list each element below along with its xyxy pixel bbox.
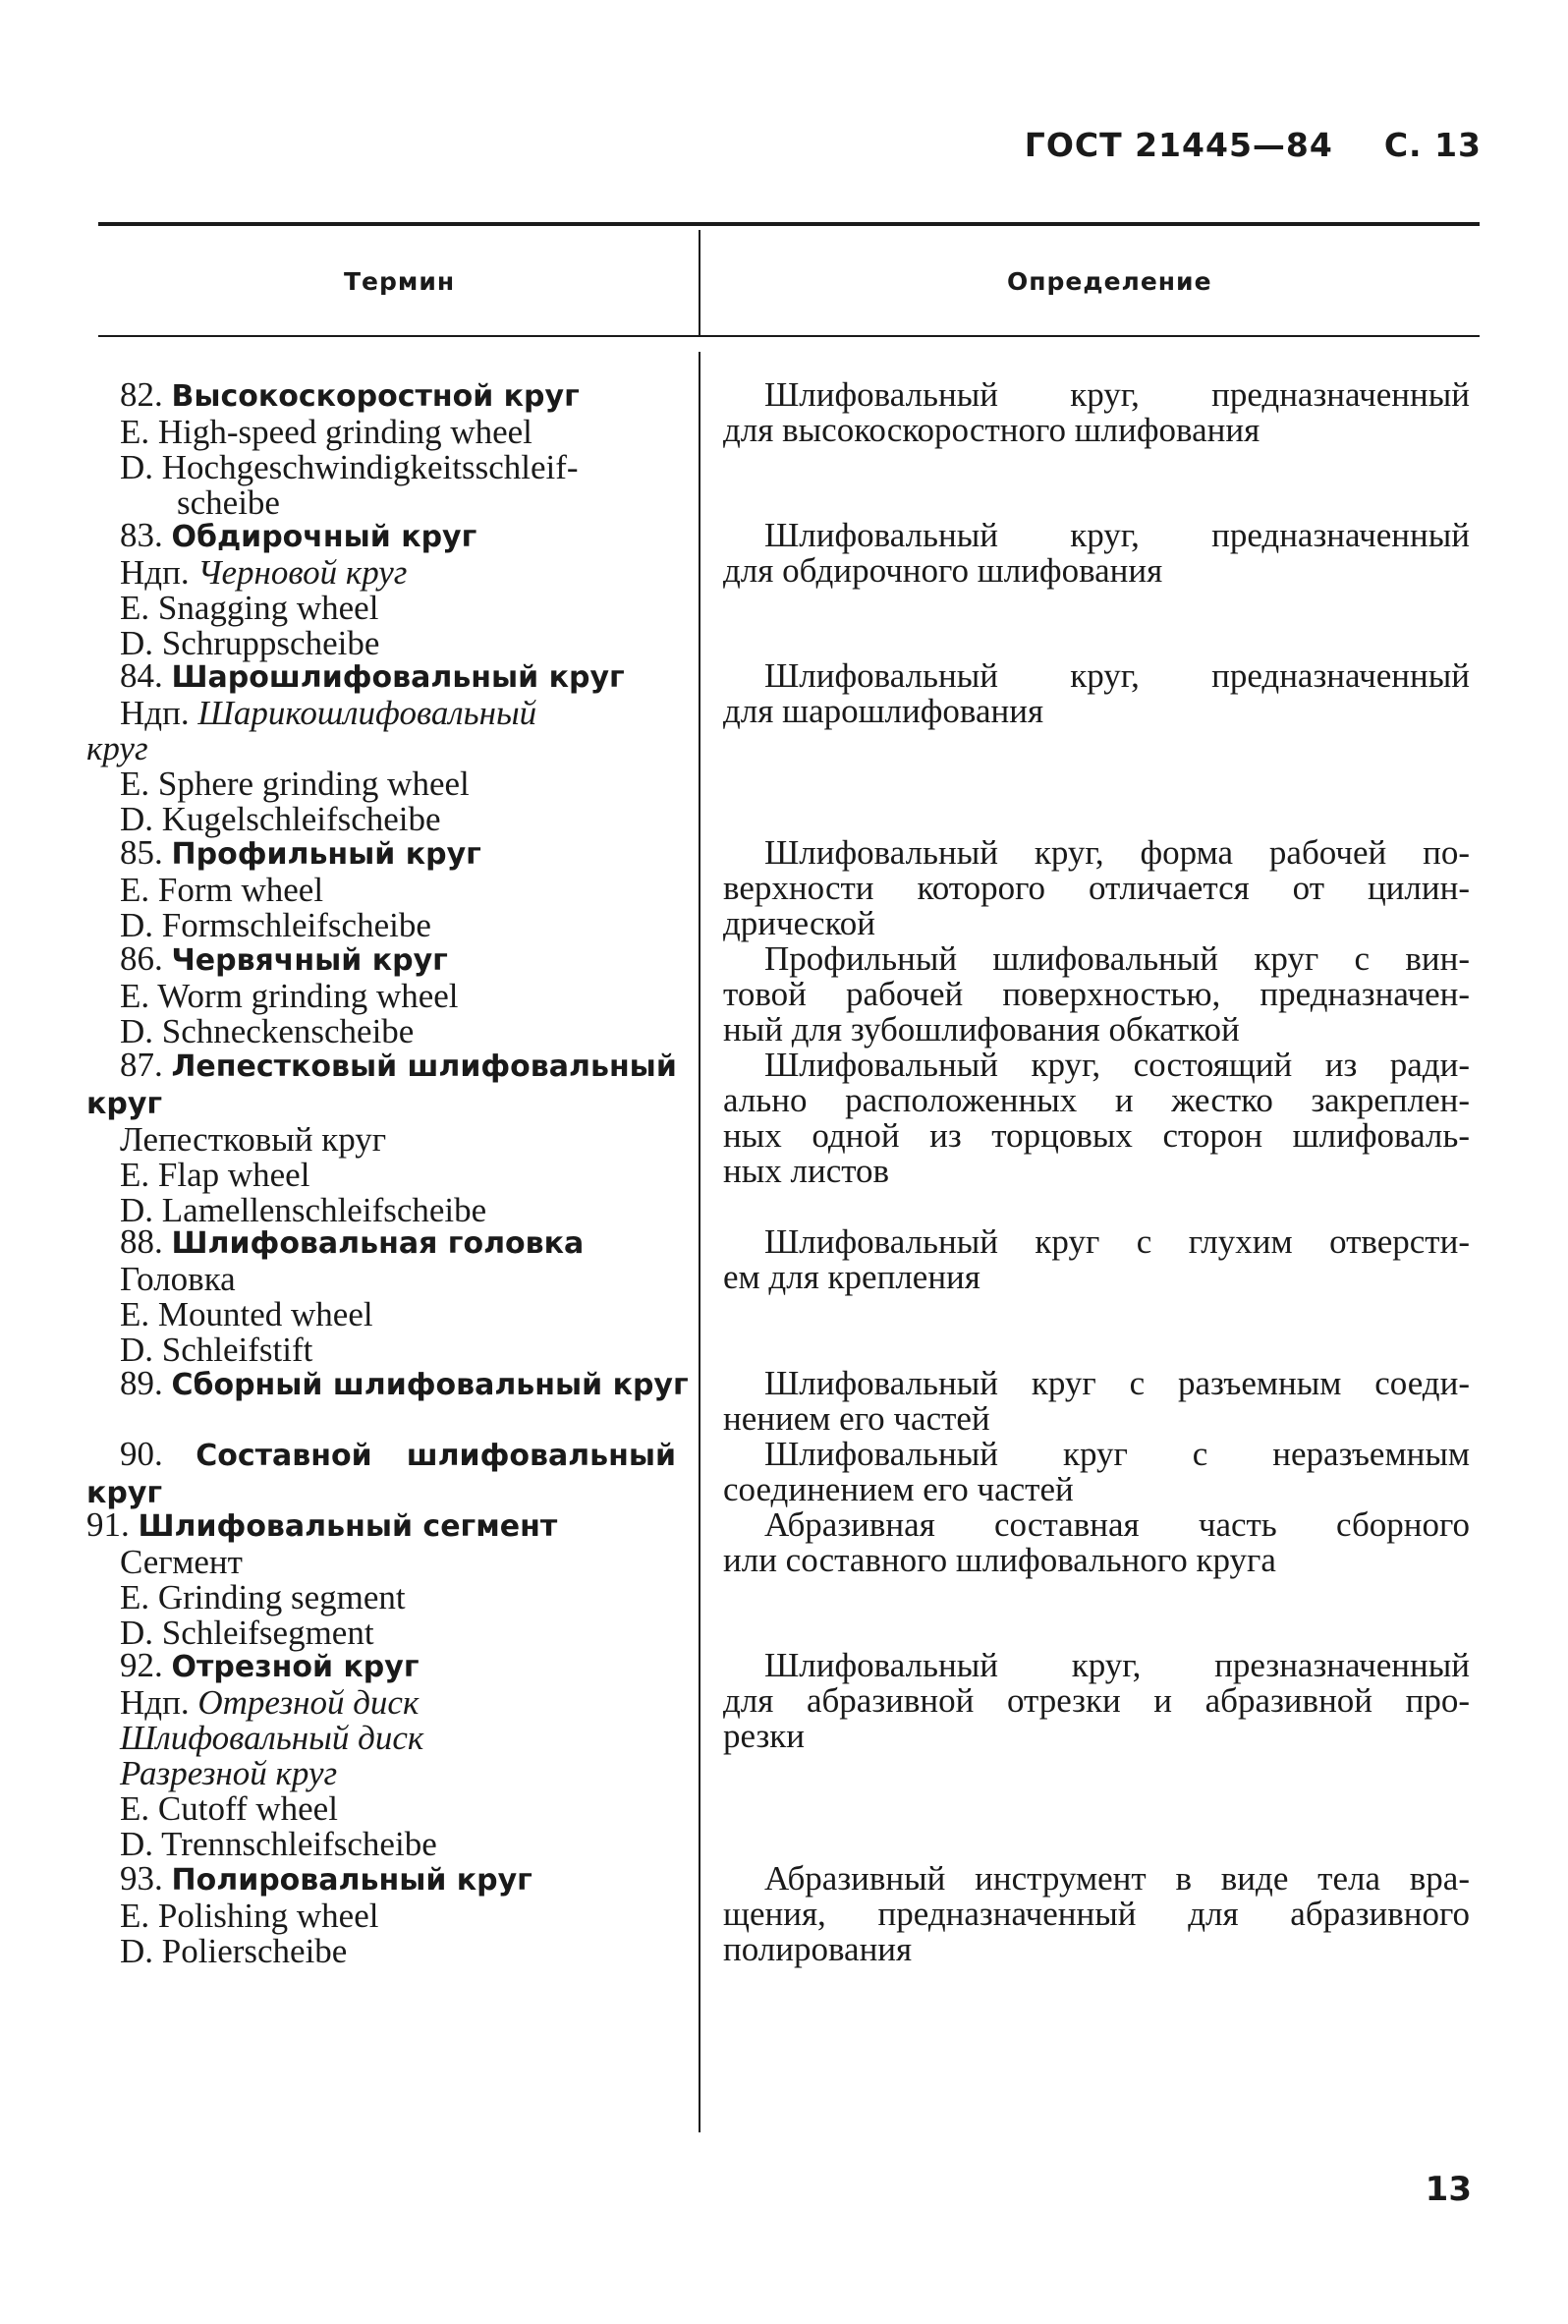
definition-line: ем для крепления (723, 1258, 980, 1296)
term-english: E. Worm grinding wheel (120, 977, 459, 1015)
definition-86 (723, 941, 1470, 1048)
term-german: D. Schneckenscheibe (120, 1012, 415, 1050)
term-number: 82. (120, 375, 163, 414)
term-deprecated-cont: круг (86, 729, 148, 767)
term-entry-91 (86, 1507, 676, 1651)
definition-line: для обдирочного шлифования (723, 551, 1163, 590)
term-deprecated: Шарикошлифовальный (197, 694, 537, 732)
term-deprecated: Черновой круг (197, 553, 408, 592)
term-entry-92 (86, 1648, 676, 1862)
definition-line: Абразивный инструмент в виде тела вра- (764, 1859, 1470, 1898)
term-title: Шлифовальный сегмент (138, 1509, 558, 1544)
term-entry-85 (86, 835, 676, 943)
term-entry-90 (86, 1437, 676, 1511)
term-title: Червячный круг (171, 943, 448, 978)
term-synonym: Сегмент (120, 1543, 243, 1581)
term-title-cont: круг (86, 1476, 163, 1510)
definition-line: Шлифовальный круг, предназначенный (764, 656, 1470, 695)
definition-line: Шлифовальный круг, презназначенный (764, 1646, 1470, 1684)
term-number: 85. (120, 833, 163, 872)
definition-85 (723, 835, 1470, 941)
term-title: Составной шлифовальный (196, 1439, 677, 1473)
term-title: Высокоскоростной круг (171, 379, 580, 414)
term-german-cont: scheibe (177, 483, 280, 522)
definition-line: щения, предназначенный для абразивного (723, 1895, 1470, 1933)
term-title: Отрезной круг (171, 1650, 420, 1684)
term-deprecated: Разрезной круг (120, 1754, 338, 1792)
definition-line: ных листов (723, 1152, 890, 1190)
term-german: D. Lamellenschleifscheibe (120, 1191, 487, 1229)
definition-line: дрической (723, 904, 876, 942)
definition-line: ных одной из торцовых сторон шлифоваль- (723, 1116, 1470, 1155)
term-number: 90. (120, 1435, 163, 1473)
ndp-label: Ндп. (120, 694, 190, 732)
term-number: 84. (120, 656, 163, 695)
column-separator-body (699, 352, 700, 2132)
ndp-label: Ндп. (120, 553, 190, 592)
term-english: E. Cutoff wheel (120, 1789, 338, 1828)
term-english: E. Polishing wheel (120, 1897, 379, 1935)
term-entry-82 (86, 377, 676, 521)
term-german: D. Schleifstift (120, 1331, 313, 1369)
definition-line: Шлифовальный круг, предназначенный (764, 375, 1470, 414)
definition-line: нением его частей (723, 1399, 990, 1438)
definition-line: Шлифовальный круг, состоящий из ради- (764, 1046, 1470, 1084)
term-english: E. Flap wheel (120, 1156, 310, 1194)
term-german: D. Trennschleifscheibe (120, 1825, 437, 1863)
term-title: Лепестковый шлифовальный (171, 1049, 677, 1084)
page-number: 13 (1425, 2170, 1472, 2209)
term-entry-87 (86, 1048, 676, 1228)
term-synonym: Головка (120, 1260, 236, 1298)
definition-92 (723, 1648, 1470, 1754)
term-title: Профильный круг (171, 837, 481, 872)
term-title-cont: круг (86, 1087, 163, 1121)
term-number: 88. (120, 1222, 163, 1261)
term-deprecated: Отрезной диск (197, 1683, 420, 1722)
term-deprecated: Шлифовальный диск (120, 1719, 424, 1757)
term-number: 87. (120, 1046, 163, 1084)
term-number: 91. (86, 1505, 130, 1544)
term-english: E. High-speed grinding wheel (120, 413, 532, 451)
definition-line: ный для зубошлифования обкаткой (723, 1010, 1240, 1049)
column-separator-header (699, 230, 700, 335)
term-number: 86. (120, 939, 163, 978)
term-title: Полировальный круг (171, 1863, 532, 1898)
term-german: D. Schleifsegment (120, 1614, 374, 1652)
term-synonym: Лепестковый круг (120, 1120, 387, 1159)
term-title: Сборный шлифовальный круг (171, 1368, 689, 1402)
term-entry-89 (86, 1364, 689, 1403)
definition-88 (723, 1224, 1470, 1295)
definition-89 (723, 1366, 1470, 1437)
definition-line: верхности которого отличается от цилин- (723, 869, 1470, 907)
definition-line: соединением его частей (723, 1470, 1074, 1508)
term-number: 89. (120, 1364, 163, 1402)
term-german: D. Kugelschleifscheibe (120, 800, 441, 838)
definition-line: для высокоскоростного шлифования (723, 411, 1260, 449)
term-title: Обдирочный круг (171, 520, 477, 554)
term-entry-86 (86, 941, 676, 1049)
definition-line: Абразивная составная часть сборного (764, 1505, 1470, 1544)
standard-number: ГОСТ 21445—84 (1024, 126, 1333, 164)
term-number: 93. (120, 1859, 163, 1898)
definition-82 (723, 377, 1470, 448)
column-header-term: Термин (344, 267, 456, 296)
definition-line: полирования (723, 1930, 913, 1968)
ndp-label: Ндп. (120, 1683, 190, 1722)
column-header-definition: Определение (1007, 267, 1212, 296)
definition-93 (723, 1861, 1470, 1967)
definition-87 (723, 1048, 1470, 1189)
definition-line: Шлифовальный круг с разъемным соеди- (764, 1364, 1470, 1402)
term-entry-84 (86, 658, 676, 837)
term-number: 92. (120, 1646, 163, 1684)
definition-line: для абразивной отрезки и абразивной про- (723, 1681, 1470, 1720)
term-number: 83. (120, 516, 163, 554)
definition-line: Шлифовальный круг, предназначенный (764, 516, 1470, 554)
definition-line: ально расположенных и жестко закреплен- (723, 1081, 1470, 1119)
definition-line: Шлифовальный круг с неразъемным (764, 1435, 1470, 1473)
term-title: Шарошлифовальный круг (171, 660, 625, 695)
term-english: E. Mounted wheel (120, 1295, 373, 1333)
term-german: D. Schruppscheibe (120, 624, 380, 662)
definition-line: Профильный шлифовальный круг с вин- (764, 939, 1470, 978)
table-header-rule (98, 335, 1480, 337)
definition-line: резки (723, 1717, 806, 1755)
definition-line: для шарошлифования (723, 692, 1044, 730)
term-title: Шлифовальная головка (171, 1226, 585, 1261)
definition-line: или составного шлифовального круга (723, 1541, 1276, 1579)
term-entry-83 (86, 518, 676, 661)
definition-line: Шлифовальный круг, форма рабочей по- (764, 833, 1470, 872)
term-german: D. Formschleifscheibe (120, 906, 431, 944)
page-header (1025, 126, 1482, 164)
definition-line: товой рабочей поверхностью, предназначен- (723, 975, 1470, 1013)
term-english: E. Sphere grinding wheel (120, 765, 470, 803)
definition-91 (723, 1507, 1470, 1578)
term-german: D. Polierscheibe (120, 1932, 348, 1970)
definition-84 (723, 658, 1470, 729)
term-english: E. Snagging wheel (120, 589, 379, 627)
term-entry-88 (86, 1224, 676, 1368)
definition-line: Шлифовальный круг с глухим отверсти- (764, 1222, 1470, 1261)
term-english: E. Grinding segment (120, 1578, 406, 1616)
table-top-rule (98, 222, 1480, 226)
term-english: E. Form wheel (120, 871, 324, 909)
definition-90 (723, 1437, 1470, 1507)
definition-83 (723, 518, 1470, 589)
term-entry-93 (86, 1861, 676, 1969)
page-label: С. 13 (1383, 126, 1482, 164)
term-german: D. Hochgeschwindigkeitsschleif- (120, 448, 579, 486)
